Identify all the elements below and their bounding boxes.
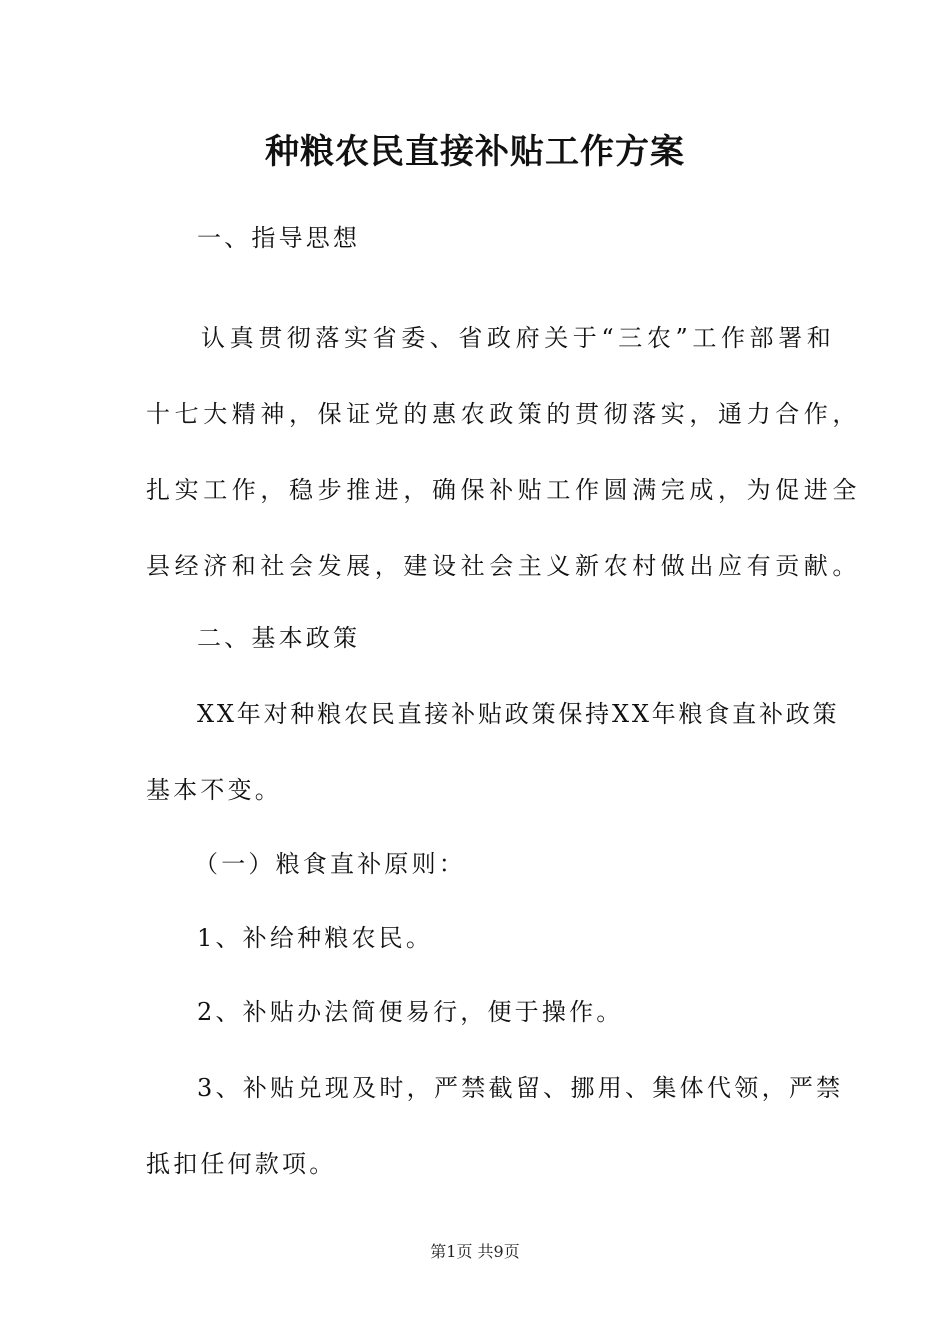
list-item: 2、补贴办法简便易行，便于操作。 xyxy=(197,998,624,1026)
paragraph-line: XX年对种粮农民直接补贴政策保持XX年粮食直补政策 xyxy=(197,700,840,728)
document-title: 种粮农民直接补贴工作方案 xyxy=(265,132,685,172)
subheading-principles: （一）粮食直补原则： xyxy=(194,850,466,878)
list-item: 1、补给种粮农民。 xyxy=(197,924,434,952)
list-item-continuation: 抵扣任何款项。 xyxy=(146,1150,337,1178)
paragraph-line: 基本不变。 xyxy=(146,776,282,804)
list-item: 3、补贴兑现及时，严禁截留、挪用、集体代领，严禁 xyxy=(197,1074,844,1102)
paragraph-line: 认真贯彻落实省委、省政府关于“三农”工作部署和 xyxy=(201,324,836,352)
paragraph-line: 扎实工作，稳步推进，确保补贴工作圆满完成，为促进全 xyxy=(146,476,861,504)
section-heading-basic-policy: 二、基本政策 xyxy=(197,624,361,652)
paragraph-line: 县经济和社会发展，建设社会主义新农村做出应有贡献。 xyxy=(146,552,861,580)
section-heading-guiding-thought: 一、指导思想 xyxy=(197,224,361,252)
paragraph-line: 十七大精神，保证党的惠农政策的贯彻落实，通力合作， xyxy=(146,400,861,428)
page-number-footer: 第1页 共9页 xyxy=(430,1242,520,1261)
